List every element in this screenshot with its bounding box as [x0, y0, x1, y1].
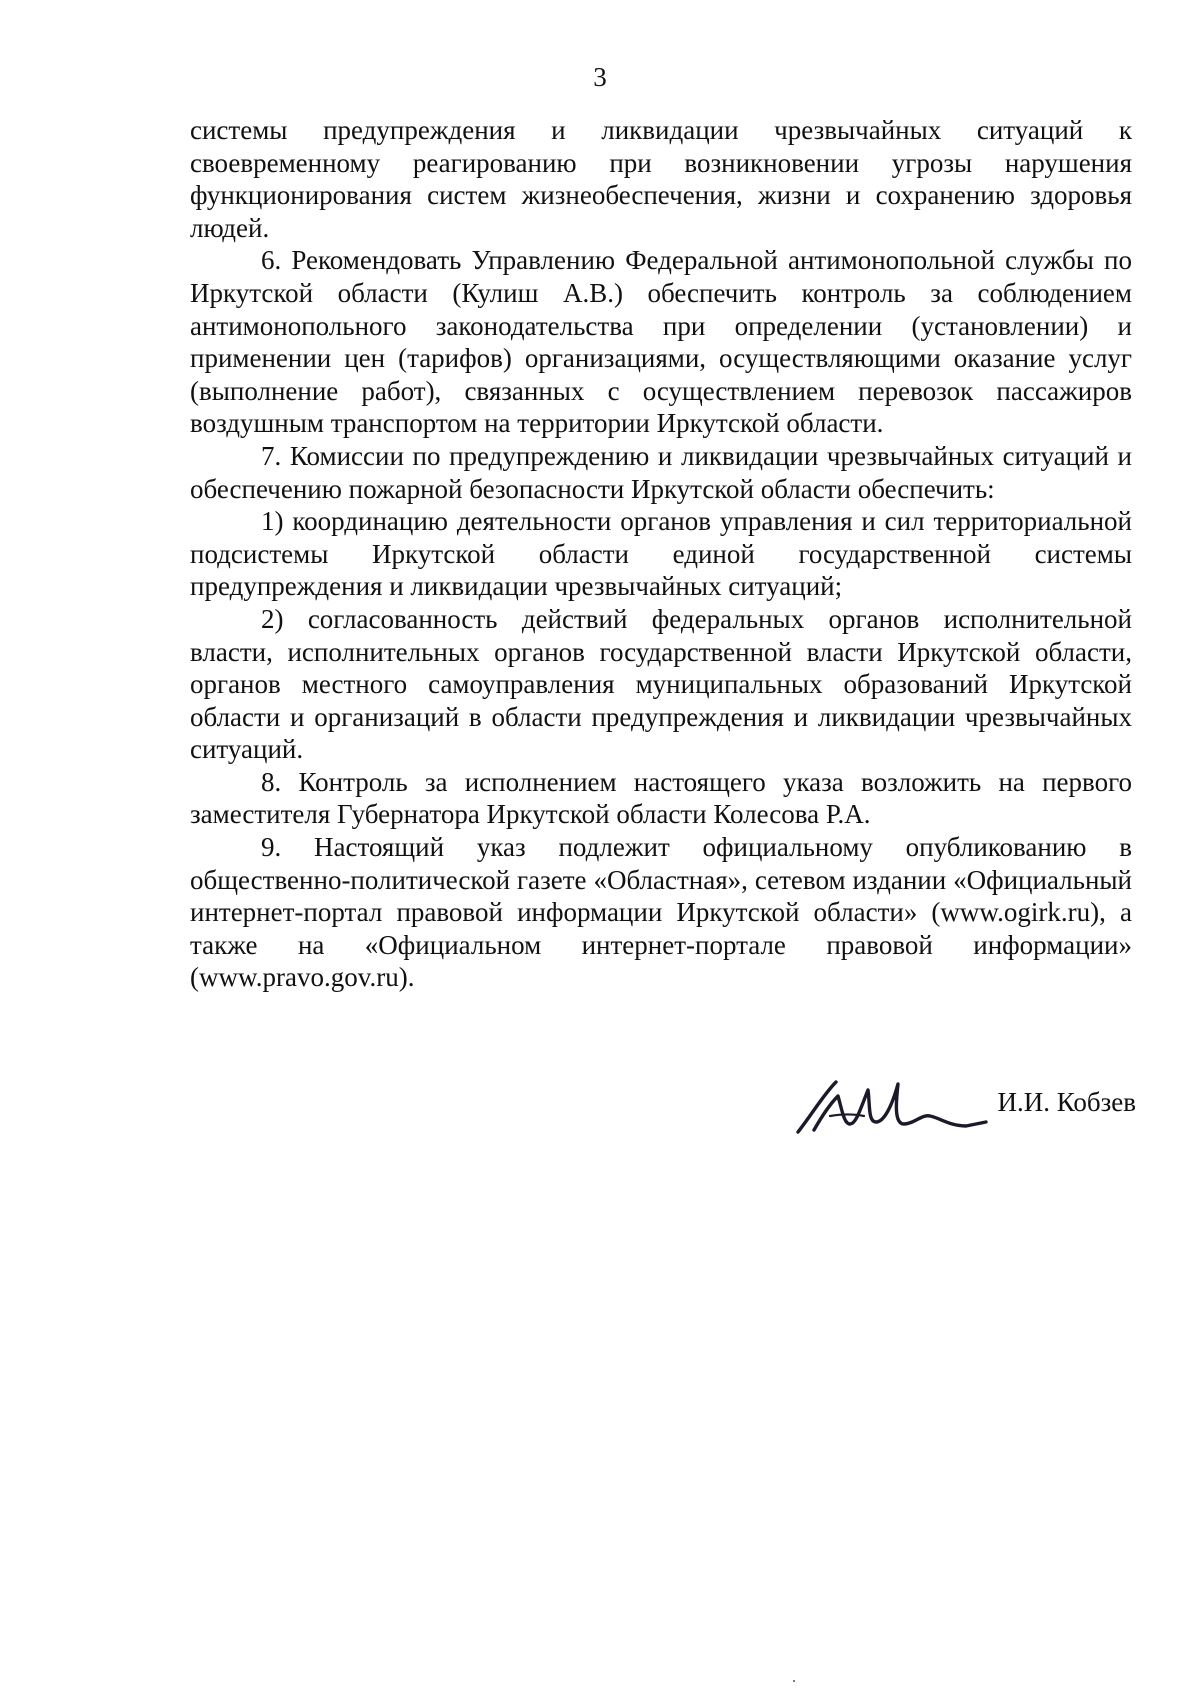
scan-speck [793, 1680, 795, 1682]
paragraph-item-7-2: 2) согласованность действий федеральных органов исполнительной власти, исполнительных органов государственной власти Иркутской области, органов местного самоуправления муниципальных образований Иркутской области и организаций в области предупреждения и ликвидации чрезвычайных ситуаций. [190, 603, 1132, 765]
paragraph-continuation: системы предупреждения и ликвидации чрезвычайных ситуаций к своевременному реагированию при возникновении угрозы нарушения функционирования систем жизнеобеспечения, жизни и сохранению здоровья людей. [190, 115, 1132, 243]
paragraph-item-6: 6. Рекомендовать Управлению Федеральной антимонопольной службы по Иркутской области (Кулиш А.В.) обеспечить контроль за соблюдением антимонопольного законодательства при определении (установлении) и применении цен (тарифов) организациями, осуществляющими оказание услуг (выполнение работ), связанных с осуществлением перевозок пассажиров воздушным транспортом на территории Иркутской области. [190, 245, 1132, 439]
signature-block [790, 1070, 1136, 1140]
paragraph-item-9: 9. Настоящий указ подлежит официальному опубликованию в общественно-политической газете «Областная», сетевом издании «Официальный интернет-портал правовой информации Иркутской области» (www.ogirk.ru), а также на «Официальном интернет-портале правовой информации» (www.pravo.gov.ru). [190, 832, 1132, 993]
paragraph-item-8: 8. Контроль за исполнением настоящего указа возложить на первого заместителя Губернатора Иркутской области Колесова Р.А. [190, 766, 1132, 830]
page-number: 3 [593, 62, 607, 92]
handwritten-signature [790, 1070, 990, 1140]
paragraph-item-7: 7. Комиссии по предупреждению и ликвидации чрезвычайных ситуаций и обеспечению пожарной безопасности Иркутской области обеспечить: [190, 440, 1132, 504]
paragraph-item-7-1: 1) координацию деятельности органов управления и сил территориальной подсистемы Иркутской области единой государственной системы предупреждения и ликвидации чрезвычайных ситуаций; [190, 506, 1132, 602]
signer-name: И.И. Кобзев [997, 1087, 1136, 1117]
document-body [190, 114, 1132, 994]
